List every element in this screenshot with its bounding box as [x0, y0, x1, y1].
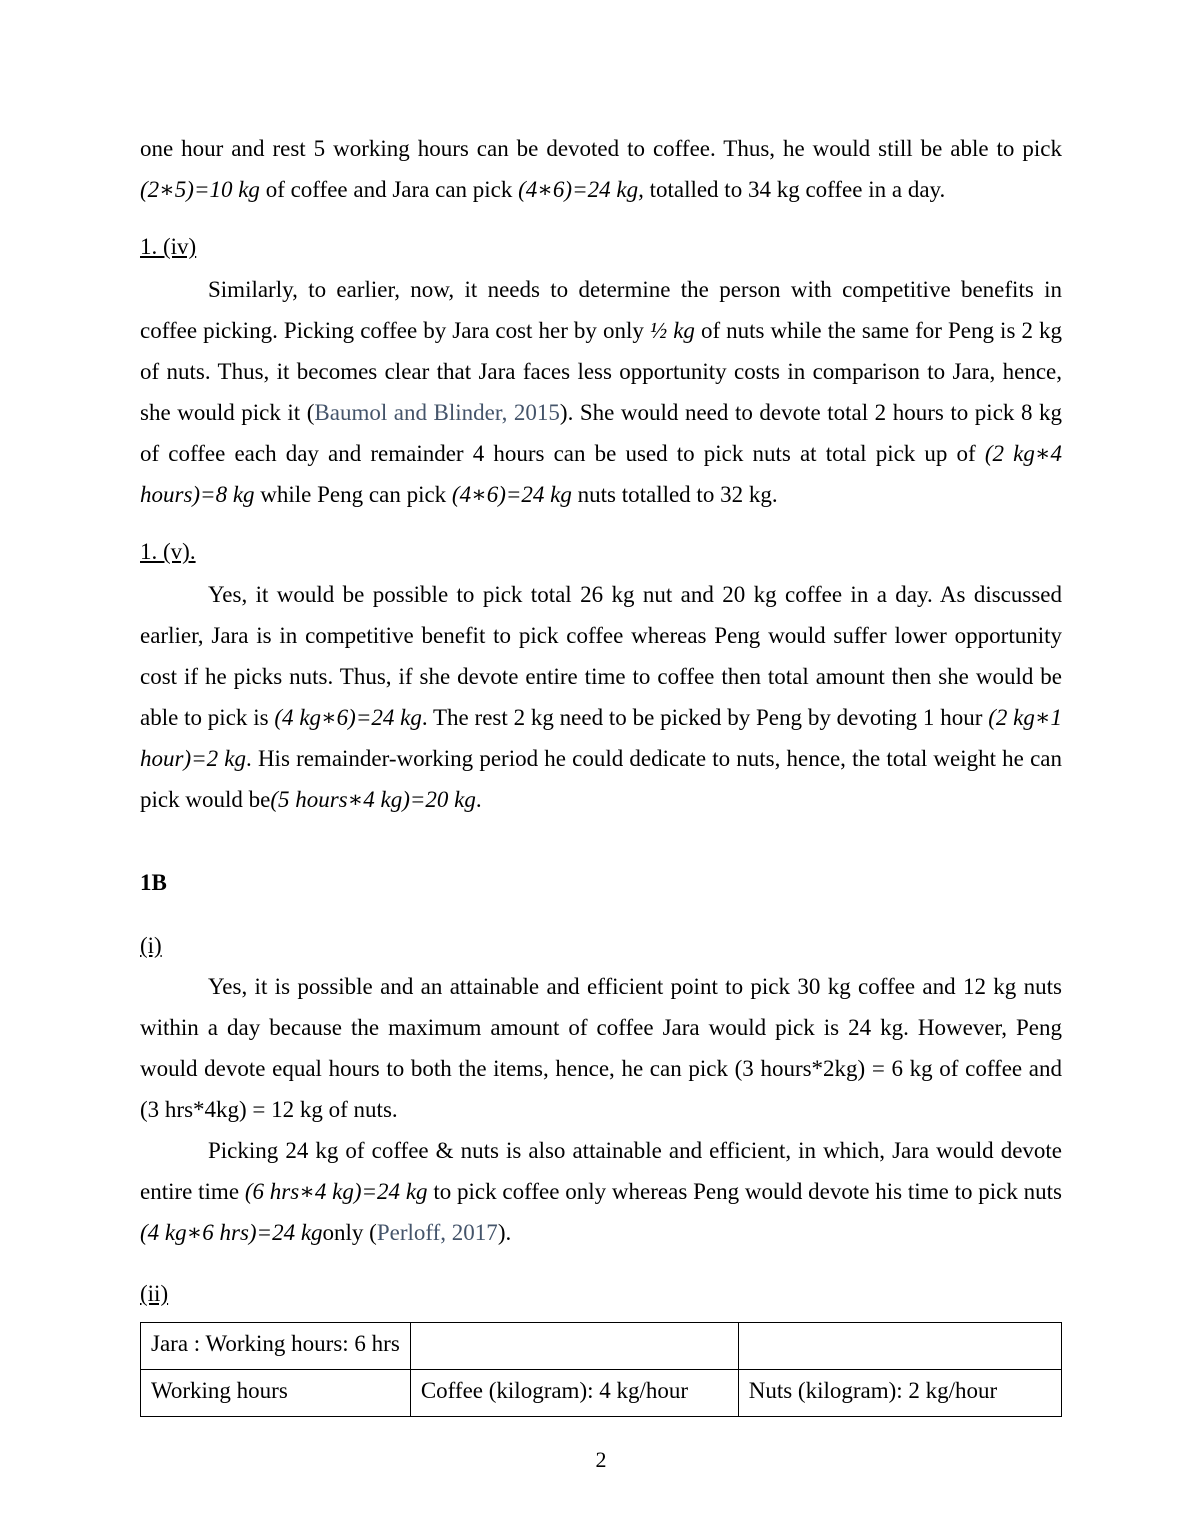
section-heading-ii: (ii) — [140, 1281, 169, 1306]
math-expression: (4 kg∗6)=24 kg — [274, 705, 422, 730]
table-cell: Coffee (kilogram): 4 kg/hour — [410, 1370, 738, 1417]
working-hours-table — [140, 1322, 1062, 1417]
table-cell — [410, 1323, 738, 1370]
document-content — [140, 128, 1062, 1473]
text-run: to pick coffee only whereas Peng would devote his time to pick nuts — [427, 1179, 1062, 1204]
math-expression: (2 kg∗4 hours)=8 kg — [140, 441, 1062, 507]
text-run: Yes, it is possible and an attainable and efficient point to pick 30 kg coffee and 12 kg nuts within a day because the maximum amount of coffee Jara would pick is 24 kg. However, Peng would devote equal hours to both the items, hence, he can pick (3 hours*2kg) = 6 kg of coffee and (3 hrs*4kg) = 12 kg of nuts. — [140, 974, 1062, 1122]
citation: Baumol and Blinder, 2015 — [314, 400, 560, 425]
text-run: . His remainder-working period he could dedicate to nuts, hence, the total weight he can pick would be — [140, 746, 1062, 812]
text-run: ). — [497, 1220, 512, 1245]
text-run: nuts totalled to 32 kg. — [571, 482, 778, 507]
math-expression: (4 kg∗6 hrs)=24 kg — [140, 1220, 323, 1245]
math-expression: ½ kg — [649, 318, 695, 343]
math-expression: (4∗6)=24 kg, — [518, 177, 644, 202]
table-cell: Jara : Working hours: 6 hrs — [141, 1323, 411, 1370]
math-expression: (2 kg∗1 hour)=2 kg — [140, 705, 1062, 771]
paragraph-1iv — [140, 269, 1062, 515]
text-run: totalled to 34 kg coffee in a day. — [643, 177, 946, 202]
text-run: one hour and rest 5 working hours can be devoted to coffee. Thus, he would still be able to pick — [140, 136, 1062, 161]
paragraph-bi-1 — [140, 966, 1062, 1130]
paragraph-bi-2 — [140, 1130, 1062, 1253]
text-run: while Peng can pick — [254, 482, 452, 507]
table-cell: Working hours — [141, 1370, 411, 1417]
section-heading-1b: 1B — [140, 870, 167, 895]
section-heading-1iv: 1. (iv) — [140, 234, 197, 259]
section-heading-i: (i) — [140, 933, 162, 958]
text-run: ). She would need to devote total 2 hours to pick 8 kg of coffee each day and remainder 4 hours can be used to pick nuts at total pick up of — [140, 400, 1063, 466]
table-cell: Nuts (kilogram): 2 kg/hour — [738, 1370, 1061, 1417]
text-run: Yes, it would be possible to pick total 26 kg nut and 20 kg coffee in a day. As discussed earlier, Jara is in competitive benefit to pick coffee whereas Peng would suffer lower opportunity cost if he picks nuts. Thus, if she devote entire time to coffee then total amount then she would be able to pick is — [140, 582, 1062, 730]
text-run: of nuts while the same for Peng is 2 kg of nuts. Thus, it becomes clear that Jara faces less opportunity costs in comparison to Jara, hence, she would pick it ( — [140, 318, 1062, 425]
math-expression: (6 hrs∗4 kg)=24 kg — [244, 1179, 428, 1204]
math-expression: (2∗5)=10 kg — [140, 177, 260, 202]
table-cell — [738, 1323, 1061, 1370]
text-run: of coffee and Jara can pick — [259, 177, 519, 202]
citation: Perloff, 2017 — [376, 1220, 498, 1245]
table-row — [141, 1370, 1062, 1417]
table-row — [141, 1323, 1062, 1370]
text-run: . — [475, 787, 482, 812]
section-heading-1v: 1. (v). — [140, 539, 196, 564]
text-run: Picking 24 kg of coffee & nuts is also attainable and efficient, in which, Jara would devote entire time — [140, 1138, 1062, 1204]
paragraph-1v — [140, 574, 1062, 820]
text-run: only ( — [322, 1220, 377, 1245]
text-run: . The rest 2 kg need to be picked by Peng by devoting 1 hour — [421, 705, 989, 730]
math-expression: (4∗6)=24 kg — [451, 482, 572, 507]
text-run: Similarly, to earlier, now, it needs to determine the person with competitive benefits in coffee picking. Picking coffee by Jara cost her by only — [140, 277, 1062, 343]
paragraph-continuation — [140, 128, 1062, 210]
page-number: 2 — [595, 1447, 607, 1472]
math-expression: (5 hours∗4 kg)=20 kg — [270, 787, 476, 812]
